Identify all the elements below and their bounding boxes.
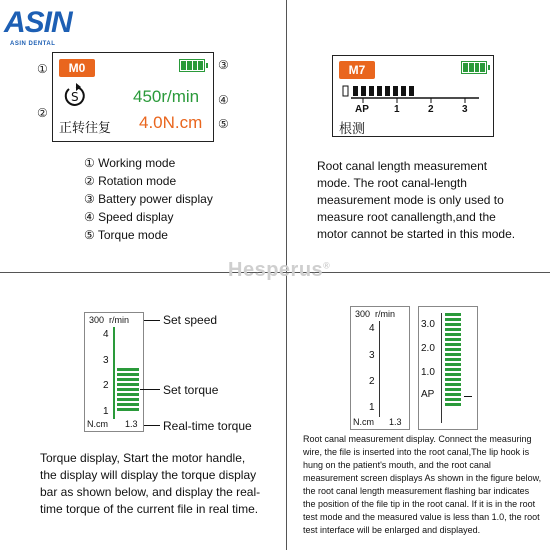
brand-name: ASIN — [4, 6, 72, 39]
enlarged-tick-3: 3.0 — [421, 319, 435, 330]
legend-item: ① Working mode — [84, 156, 176, 170]
callout-3: ③ — [218, 58, 229, 72]
brand-tagline: ASIN DENTAL — [10, 41, 56, 47]
mode-tag-m0: M0 — [59, 59, 95, 77]
pointer-line — [140, 389, 160, 390]
ap-marker — [464, 396, 472, 397]
m0-legend — [84, 154, 213, 244]
m7-mode-text: 根测 — [339, 122, 366, 137]
tick-3: 3 — [103, 355, 109, 366]
tick-1: 1 — [103, 406, 109, 417]
set-speed-value: 300 r/min — [89, 315, 130, 325]
speed-value: 300 r/min — [355, 309, 396, 319]
enlarged-tick-2: 2.0 — [421, 343, 435, 354]
enlarged-tick-ap: AP — [421, 389, 435, 400]
m7-description: Root canal length measurement mode. The root canal-length measurement mode is only used to measure root canallength,and the motor cannot be started in this mode. — [317, 159, 516, 241]
watermark: Hesperus® — [228, 259, 331, 281]
tick-2: 2 — [369, 376, 375, 387]
rootcanal-axis — [379, 321, 380, 417]
tick-3: 3 — [369, 350, 375, 361]
m7-screen — [332, 55, 494, 137]
scale-label-1: 1 — [394, 104, 400, 115]
battery-icon — [461, 61, 487, 74]
tick-2: 2 — [103, 380, 109, 391]
scale-label-2: 2 — [428, 104, 434, 115]
enlarged-rootcanal-panel — [418, 306, 478, 430]
mode-tag-m7: M7 — [339, 61, 375, 79]
speed-display: 450r/min — [133, 87, 200, 106]
tick-4: 4 — [369, 323, 375, 334]
torque-axis — [113, 327, 115, 419]
label-set-torque: Set torque — [163, 383, 219, 397]
enlarged-tick-1: 1.0 — [421, 367, 435, 378]
realtime-torque-value: 1.3 — [125, 419, 138, 429]
rotation-direction-icon — [63, 83, 89, 109]
unit-label: N.cm — [353, 417, 374, 427]
legend-item: ⑤ Torque mode — [84, 228, 168, 242]
legend-item: ② Rotation mode — [84, 174, 177, 188]
measurement-bar — [445, 313, 461, 409]
realtime-value: 1.3 — [389, 417, 402, 427]
unit-label: N.cm — [87, 419, 108, 429]
torque-bar — [117, 368, 139, 414]
label-realtime-torque: Real-time torque — [163, 419, 252, 433]
pointer-line — [144, 425, 160, 426]
battery-icon — [179, 59, 205, 72]
torque-description: Torque display, Start the motor handle, the display will display the torque display bar as shown below, and display the real-time torque of the current file in real time. — [40, 451, 261, 516]
svg-text:S: S — [71, 90, 79, 104]
tick-4: 4 — [103, 329, 109, 340]
enlarged-axis — [441, 313, 442, 423]
legend-item: ④ Speed display — [84, 210, 174, 224]
rotation-mode-text: 正转往复 — [59, 121, 112, 136]
pointer-line — [144, 320, 160, 321]
scale-label-ap: AP — [355, 104, 369, 115]
m0-screen — [52, 52, 214, 142]
callout-5: ⑤ — [218, 117, 229, 131]
torque-display: 4.0N.cm — [139, 113, 203, 132]
label-set-speed: Set speed — [163, 313, 218, 327]
torque-display-panel — [84, 312, 144, 432]
tick-1: 1 — [369, 402, 375, 413]
callout-4: ④ — [218, 93, 229, 107]
brand-logo — [4, 8, 84, 52]
scale-label-3: 3 — [462, 104, 468, 115]
legend-item: ③ Battery power display — [84, 192, 213, 206]
callout-1: ① — [37, 62, 48, 76]
callout-2: ② — [37, 106, 48, 120]
rootcanal-description: Root canal measurement display. Connect the measuring wire, the file is inserted into the root canal,The lip hook is hung on the patient's mouth, and the root canal measurement screen displays As shown in the figure below, the root canal length measurement flashing bar indicates the position of the file tip in the root canal. If it is in the root test mode and the measured value is less than 1.0, the root test interface will be enlarged and displayed. — [303, 434, 542, 535]
rootcanal-display-panel — [350, 306, 410, 430]
